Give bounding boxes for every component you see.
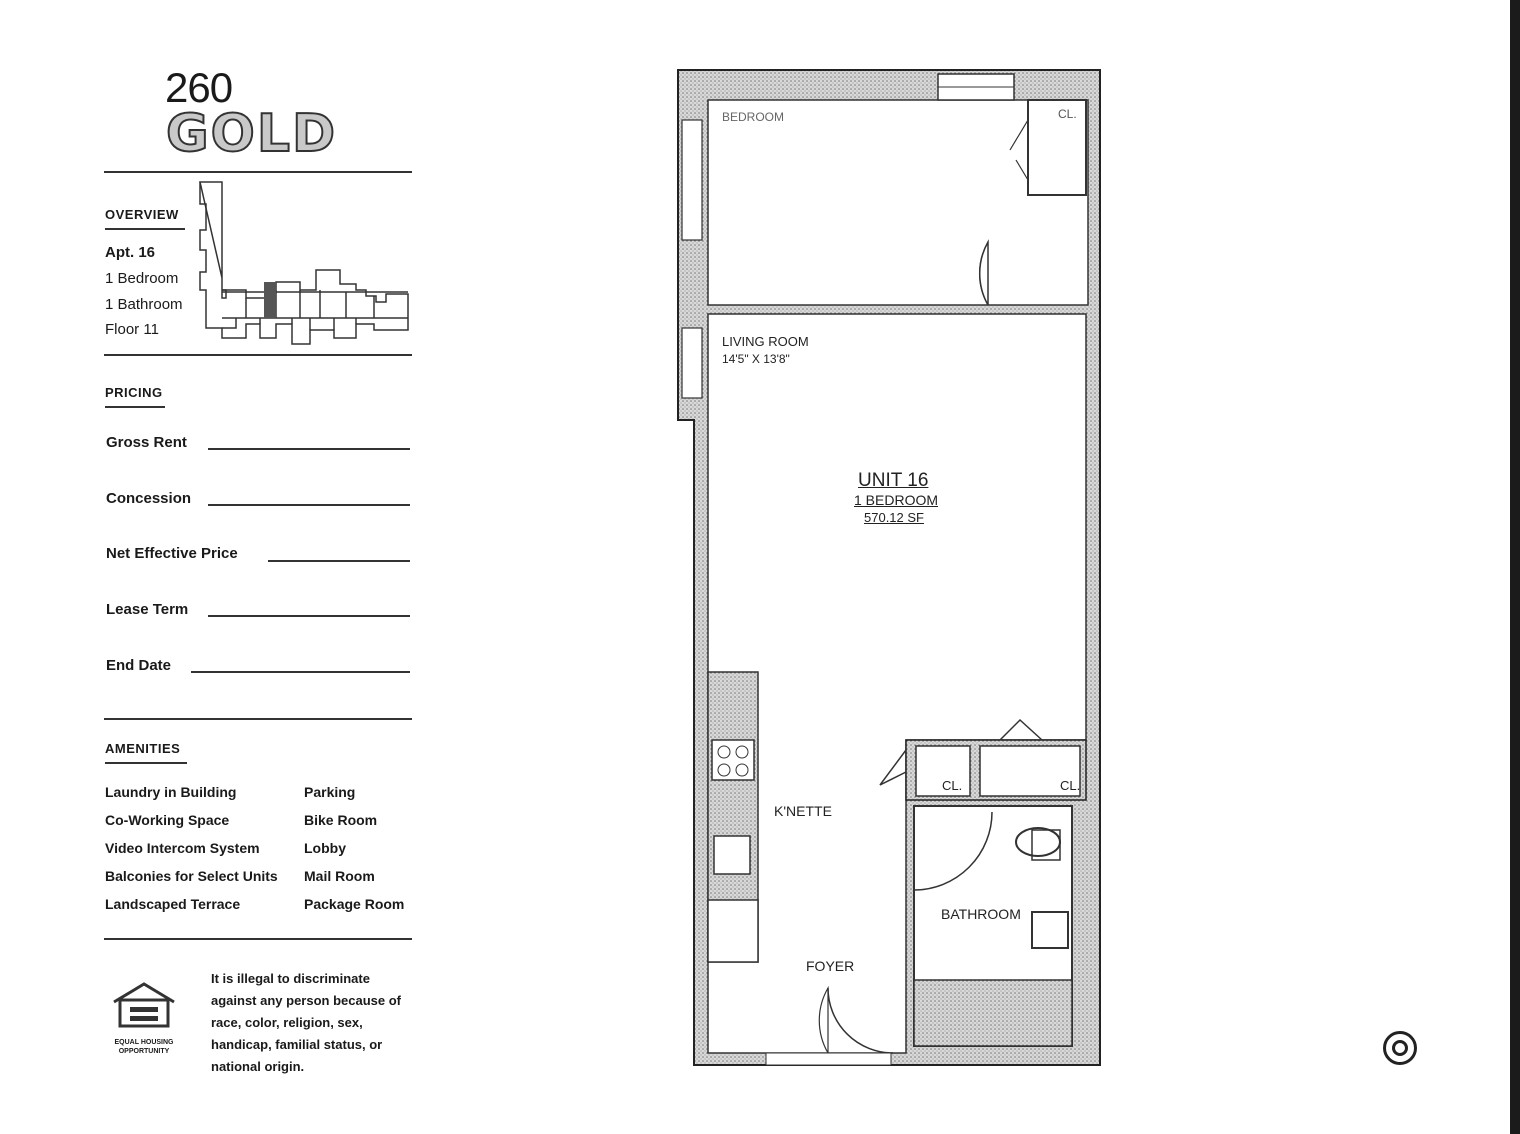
unit-type-label: 1 BEDROOM <box>854 492 939 508</box>
gross-rent-label: Gross Rent <box>106 434 187 451</box>
overview-bedrooms: 1 Bedroom <box>105 270 179 287</box>
living-room-label: LIVING ROOM <box>722 334 809 349</box>
equal-housing-icon <box>110 980 178 1030</box>
overview-bathrooms: 1 Bathroom <box>105 296 183 313</box>
amenity-item: Landscaped Terrace <box>105 896 241 912</box>
living-room-dims: 14'5" X 13'8" <box>722 352 790 366</box>
building-key-plan <box>196 178 410 354</box>
brand-badge-icon <box>1383 1031 1417 1065</box>
amenity-item: Laundry in Building <box>105 784 237 800</box>
amenity-item: Parking <box>304 784 356 800</box>
floor-plan <box>670 60 1110 1072</box>
concession-line <box>208 504 410 506</box>
pricing-underline <box>105 406 165 408</box>
amenities-heading: AMENITIES <box>105 741 181 756</box>
amenities-underline <box>105 762 187 764</box>
concession-label: Concession <box>106 490 192 507</box>
brand-number: 260 <box>165 64 233 111</box>
kitchenette-label: K'NETTE <box>774 803 832 819</box>
closet-label: CL. <box>1058 107 1077 121</box>
amenity-item: Lobby <box>304 840 346 856</box>
divider <box>104 718 412 720</box>
right-edge-bar <box>1510 0 1520 1134</box>
fair-housing-statement: It is illegal to discriminate against any person because of race, color, religion, sex, handicap, familial status, or national origin. <box>211 971 402 1074</box>
unit-area-label: 570.12 SF <box>864 510 924 525</box>
lease-term-line <box>208 615 410 617</box>
overview-floor: Floor 11 <box>105 321 159 338</box>
bedroom-label: BEDROOM <box>722 110 785 124</box>
pricing-heading: PRICING <box>105 385 163 400</box>
amenity-item: Bike Room <box>304 812 378 828</box>
amenity-item: Package Room <box>304 896 405 912</box>
overview-heading: OVERVIEW <box>105 207 179 222</box>
net-effective-label: Net Effective Price <box>106 545 238 562</box>
divider <box>104 171 412 173</box>
lease-term-label: Lease Term <box>106 601 189 618</box>
gross-rent-line <box>208 448 410 450</box>
net-effective-line <box>268 560 410 562</box>
end-date-label: End Date <box>106 657 172 674</box>
closet-label: CL. <box>942 778 963 793</box>
divider <box>104 938 412 940</box>
overview-apt: Apt. 16 <box>105 244 156 261</box>
bathroom-label: BATHROOM <box>941 906 1021 922</box>
amenity-item: Video Intercom System <box>105 840 260 856</box>
foyer-label: FOYER <box>806 958 855 974</box>
end-date-line <box>191 671 410 673</box>
equal-housing-caption: EQUAL HOUSING OPPORTUNITY <box>114 1039 174 1055</box>
amenity-item: Co-Working Space <box>105 812 230 828</box>
brand-word: GOLD <box>166 104 338 164</box>
amenity-item: Mail Room <box>304 868 375 884</box>
amenity-item: Balconies for Select Units <box>105 868 278 884</box>
unit-number-label: UNIT 16 <box>858 470 929 491</box>
closet-label: CL. <box>1060 778 1081 793</box>
divider <box>104 354 412 356</box>
overview-underline <box>105 228 185 230</box>
